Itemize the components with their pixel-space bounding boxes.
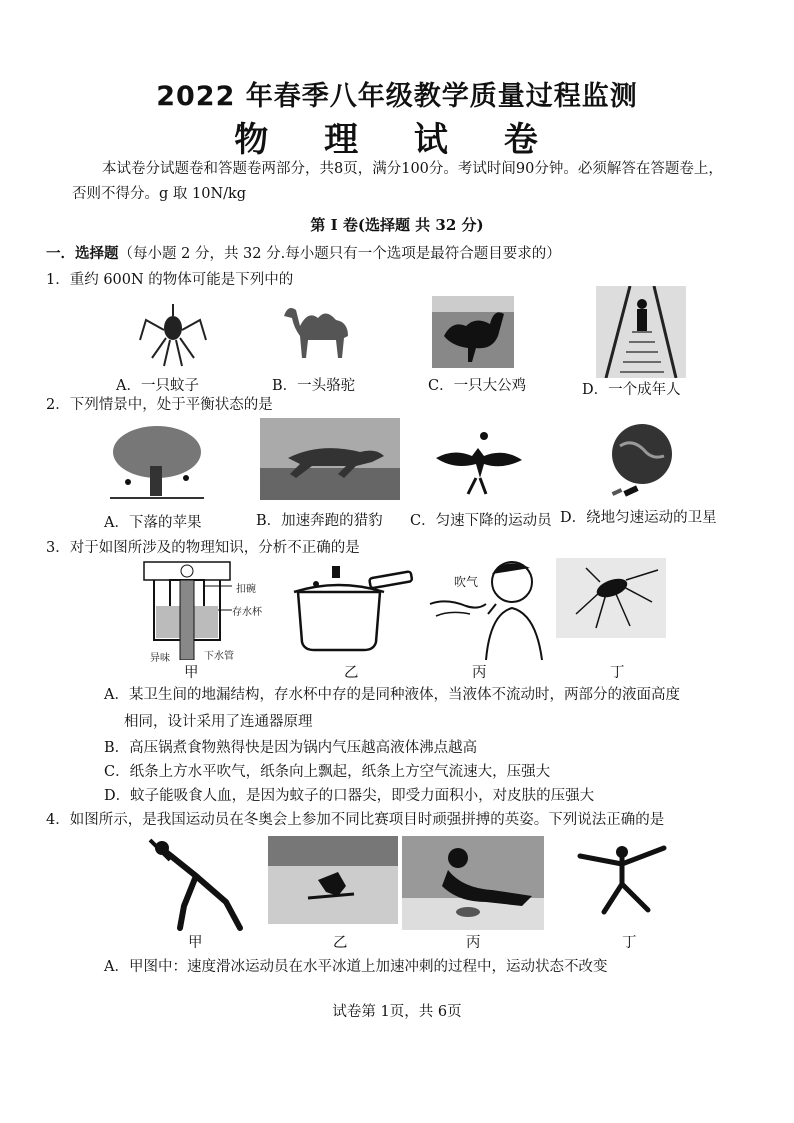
section-title: 第 I 卷(选择题 共 32 分) bbox=[310, 216, 484, 234]
q4-fig-label-3: 丙 bbox=[466, 935, 481, 951]
exam-title: 2022 年春季八年级教学质量过程监测 bbox=[156, 81, 638, 112]
cheetah-image bbox=[260, 418, 400, 500]
speed-skater-image bbox=[140, 832, 248, 932]
q1-stem: 1．重约 600N 的物体可能是下列中的 bbox=[46, 272, 294, 288]
q4-stem: 4．如图所示，是我国运动员在冬奥会上参加不同比赛项目时顽强拼搏的英姿。下列说法正确的是 bbox=[46, 812, 665, 828]
section-instruction bbox=[46, 242, 561, 263]
satellite-image bbox=[592, 416, 688, 504]
adult-escalator-image bbox=[596, 286, 686, 378]
q2-option-d: D．绕地匀速运动的卫星 bbox=[560, 510, 717, 526]
q4-option-a: A．甲图中：速度滑冰运动员在水平冰道上加速冲刺的过程中，运动状态不改变 bbox=[104, 959, 608, 975]
exam-instructions: 本试卷分试题卷和答题卷两部分，共8页，满分100分。考试时间90分钟。必须解答在答题卷上，否则不得分。g 取 10N/kg bbox=[72, 161, 723, 202]
q3-fig-label-1: 甲 bbox=[184, 665, 199, 681]
q1-option-a: A．一只蚊子 bbox=[116, 378, 199, 394]
curling-image bbox=[402, 836, 544, 930]
q4-fig-label-4: 丁 bbox=[622, 935, 637, 951]
q3-option-d: D．蚊子能吸食人血，是因为蚊子的口器尖，即受力面积小，对皮肤的压强大 bbox=[104, 788, 595, 804]
section-instruction-label: 一．选择题 bbox=[46, 245, 119, 262]
q1-option-c: C．一只大公鸡 bbox=[428, 378, 527, 394]
label-smell: 异味 bbox=[150, 653, 170, 664]
q3-fig-label-3: 丙 bbox=[472, 665, 487, 681]
q2-option-a: A．下落的苹果 bbox=[104, 515, 202, 531]
label-cover: 扣碗 bbox=[236, 584, 256, 595]
parachutist-image bbox=[432, 418, 524, 502]
figure-skater-image bbox=[560, 840, 684, 920]
label-pipe: 下水管 bbox=[204, 651, 234, 662]
mosquito-bite-image bbox=[556, 558, 666, 638]
pressure-cooker-image bbox=[284, 562, 414, 654]
q3-option-b: B．高压锅煮食物熟得快是因为锅内气压越高液体沸点越高 bbox=[104, 740, 478, 756]
q2-option-b: B．加速奔跑的猎豹 bbox=[256, 513, 383, 529]
snowboarder-image bbox=[268, 836, 398, 924]
label-cup: 存水杯 bbox=[232, 607, 262, 618]
camel-image bbox=[278, 296, 360, 366]
q3-option-a: A．某卫生间的地漏结构，存水杯中存的是同种液体，当液体不流动时，两部分的液面高度 bbox=[104, 687, 680, 703]
q4-fig-label-1: 甲 bbox=[188, 935, 203, 951]
page-footer: 试卷第 1页，共 6页 bbox=[332, 1004, 462, 1020]
q4-fig-label-2: 乙 bbox=[333, 935, 348, 951]
q3-stem: 3．对于如图所涉及的物理知识，分析不正确的是 bbox=[46, 540, 360, 556]
boy-blowing-image bbox=[426, 552, 544, 660]
label-blow: 吹气 bbox=[454, 575, 479, 589]
q3-option-c: C．纸条上方水平吹气，纸条向上飘起，纸条上方空气流速大，压强大 bbox=[104, 764, 551, 780]
q3-option-a-cont: 相同，设计采用了连通器原理 bbox=[124, 714, 313, 730]
q2-option-c: C．匀速下降的运动员 bbox=[410, 513, 552, 529]
q2-stem: 2．下列情景中，处于平衡状态的是 bbox=[46, 397, 273, 413]
rooster-image bbox=[432, 296, 514, 368]
mosquito-image bbox=[138, 300, 208, 370]
q1-option-d: D．一个成年人 bbox=[582, 382, 681, 398]
apple-tree-image bbox=[102, 420, 212, 504]
q3-fig-label-4: 丁 bbox=[610, 665, 625, 681]
q3-fig-label-2: 乙 bbox=[344, 665, 359, 681]
q1-option-b: B．一头骆驼 bbox=[272, 378, 356, 394]
section-instruction-text: （每小题 2 分，共 32 分.每小题只有一个选项是最符合题目要求的） bbox=[118, 246, 561, 262]
exam-subject: 物 理 试 卷 bbox=[234, 120, 560, 160]
